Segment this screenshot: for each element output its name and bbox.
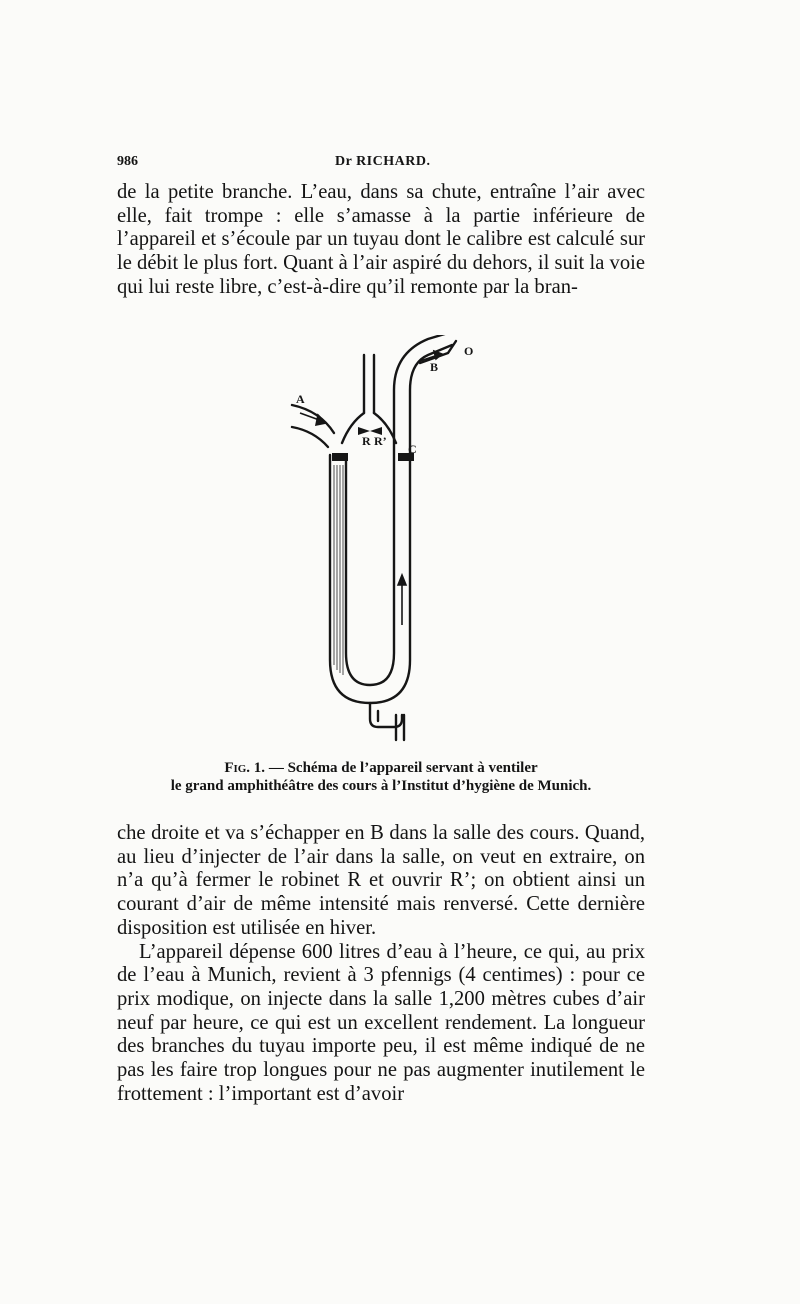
caption-line-2: le grand amphithéâtre des cours à l’Institut d’hygiène de Munich. bbox=[170, 778, 592, 794]
figure-caption bbox=[117, 759, 645, 795]
paragraph-bottom-2: L’appareil dépense 600 litres d’eau à l’heure, ce qui, au prix de l’eau à Munich, revient à 3 pfennigs (4 centimes) : pour ce prix modique, on injecte dans la salle 1,200 mètres cubes d’air neuf par heure, ce qui est un excellent rendement. La longueur des branches du tuyau importe peu, il est même indiqué de ne pas les faire trop longues pour ne pas augmenter inutilement le frottement : l’important est d’avoir bbox=[117, 940, 645, 1105]
paragraph-top-text: de la petite branche. L’eau, dans sa chute, entraîne l’air avec elle, fait trompe : elle s’amasse à la partie inférieure de l’appareil et s’écoule par un tuyau dont le calibre est calculé sur le débit le plus fort. Quant à l’air aspiré du dehors, il suit la voie qui lui reste libre, c’est-à-dire qu’il remonte par la bran- bbox=[117, 181, 645, 298]
label-o: O bbox=[464, 344, 474, 358]
tube-inner bbox=[346, 335, 448, 685]
tube-outer bbox=[330, 345, 452, 703]
running-header bbox=[117, 154, 645, 176]
apparatus-figure bbox=[270, 335, 490, 743]
caption-line-1: — Schéma de l’appareil servant à ventiler bbox=[268, 760, 538, 776]
label-a: A bbox=[296, 392, 305, 406]
label-r: R bbox=[362, 434, 371, 448]
paragraph-bottom-1: che droite et va s’échapper en B dans la salle des cours. Quand, au lieu d’injecter de l’air dans la salle, on veut en extraire, on n’a qu’à fermer le robinet R et ouvrir R’; on obtient ainsi un courant d’air de même intensité mais renversé. Cette dernière disposition est utilisée en hiver. bbox=[117, 822, 645, 939]
label-b: B bbox=[430, 360, 439, 374]
paragraph-bottom bbox=[117, 822, 645, 1106]
running-head: Dr RICHARD. bbox=[335, 154, 431, 169]
page-number: 986 bbox=[117, 154, 138, 169]
drain bbox=[370, 703, 402, 727]
label-r-prime: R’ bbox=[374, 434, 387, 448]
caption-figure-number: Fig. 1. bbox=[224, 760, 266, 776]
valve-left bbox=[332, 453, 348, 461]
paragraph-top bbox=[117, 181, 645, 300]
label-c: C bbox=[408, 442, 417, 456]
